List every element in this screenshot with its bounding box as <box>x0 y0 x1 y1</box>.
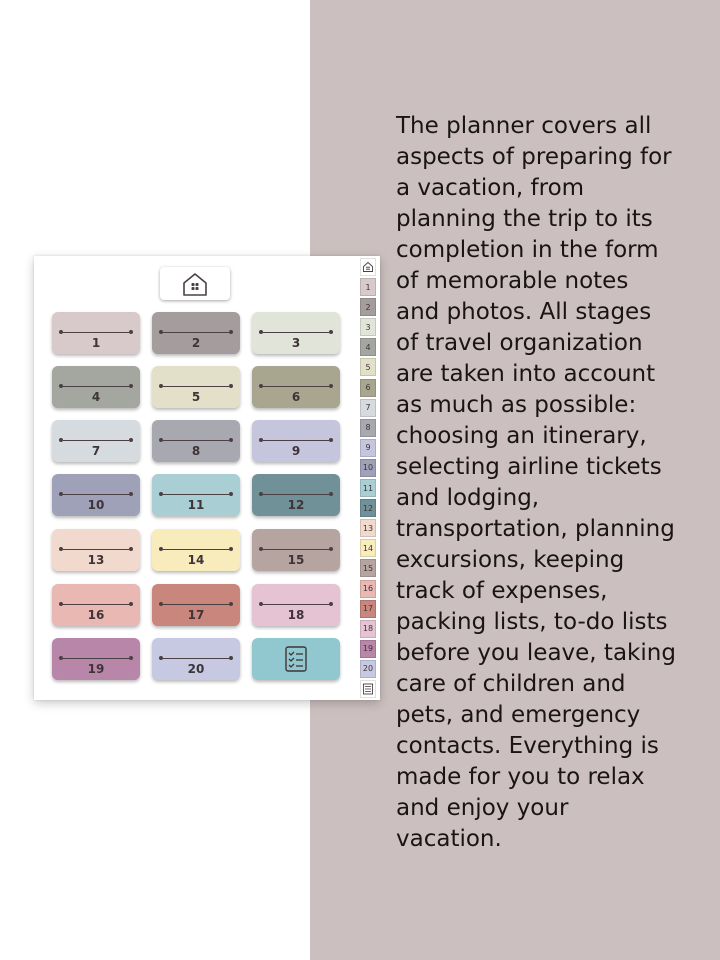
section-tile[interactable] <box>152 584 240 626</box>
side-tab[interactable]: 17 <box>360 600 376 618</box>
side-tab[interactable]: 11 <box>360 479 376 497</box>
section-tile[interactable] <box>52 474 140 516</box>
section-tile[interactable] <box>52 420 140 462</box>
tile-number: 4 <box>91 390 101 404</box>
tile-divider-line <box>263 332 329 333</box>
planner-preview <box>34 256 380 700</box>
home-icon <box>362 261 374 273</box>
description-text: The planner covers all aspects of preparing for a vacation, from planning the trip to its completion in the form of memorable notes and photos. All stages of travel organization are taken into account as much as possible: choosing an itinerary, selecting airline tickets and lodging, transportation, planning excursions, keeping track of expenses, packing lists, to-do lists before you leave, taking care of children and pets, and emergency contacts. Everything is made for you to relax and enjoy your vacation. <box>396 113 676 852</box>
side-tab[interactable]: 18 <box>360 620 376 638</box>
tile-divider-line <box>63 332 129 333</box>
tile-number: 10 <box>87 498 105 512</box>
tile-number: 1 <box>91 336 101 350</box>
tile-divider-line <box>63 494 129 495</box>
tile-number: 9 <box>291 444 301 458</box>
home-icon <box>181 271 209 297</box>
tile-divider-line <box>163 658 229 659</box>
section-tile[interactable] <box>152 420 240 462</box>
checklist-icon <box>283 645 309 673</box>
side-tab[interactable]: 4 <box>360 338 376 356</box>
side-tab[interactable]: 19 <box>360 640 376 658</box>
tile-divider-line <box>263 386 329 387</box>
side-tab[interactable]: 13 <box>360 519 376 537</box>
tile-divider-line <box>163 494 229 495</box>
tile-divider-line <box>263 494 329 495</box>
tile-number: 11 <box>187 498 205 512</box>
tab-home[interactable] <box>360 258 376 276</box>
section-tile[interactable] <box>252 420 340 462</box>
tile-number: 20 <box>187 662 205 676</box>
tile-number: 8 <box>191 444 201 458</box>
tile-divider-line <box>63 386 129 387</box>
tile-number: 3 <box>291 336 301 350</box>
home-button[interactable] <box>160 267 230 300</box>
section-tile[interactable] <box>152 474 240 516</box>
section-tile[interactable] <box>52 584 140 626</box>
tile-number: 6 <box>291 390 301 404</box>
side-tab[interactable]: 12 <box>360 499 376 517</box>
side-tab[interactable]: 15 <box>360 559 376 577</box>
side-tab[interactable]: 8 <box>360 419 376 437</box>
tile-number: 19 <box>87 662 105 676</box>
list-icon <box>362 683 374 695</box>
section-tile[interactable] <box>52 638 140 680</box>
side-tab[interactable]: 20 <box>360 660 376 678</box>
side-tab[interactable]: 14 <box>360 539 376 557</box>
tile-divider-line <box>63 549 129 550</box>
tile-number: 5 <box>191 390 201 404</box>
tile-divider-line <box>263 440 329 441</box>
section-tile[interactable] <box>252 366 340 408</box>
tile-number: 14 <box>187 553 205 567</box>
tile-divider-line <box>163 332 229 333</box>
side-tab[interactable]: 16 <box>360 580 376 598</box>
tile-number: 15 <box>287 553 305 567</box>
side-tab[interactable]: 9 <box>360 439 376 457</box>
section-tile[interactable] <box>152 312 240 354</box>
tab-list[interactable] <box>360 680 376 698</box>
tile-number: 12 <box>287 498 305 512</box>
section-tile[interactable] <box>252 529 340 571</box>
tile-divider-line <box>63 440 129 441</box>
tile-divider-line <box>63 658 129 659</box>
tile-divider-line <box>263 604 329 605</box>
tile-divider-line <box>163 604 229 605</box>
side-tab[interactable]: 7 <box>360 399 376 417</box>
tile-divider-line <box>163 440 229 441</box>
tile-number: 16 <box>87 608 105 622</box>
side-tab[interactable]: 1 <box>360 278 376 296</box>
section-tile[interactable] <box>152 529 240 571</box>
tile-number: 2 <box>191 336 201 350</box>
tile-divider-line <box>63 604 129 605</box>
section-tile[interactable] <box>252 474 340 516</box>
tile-number: 18 <box>287 608 305 622</box>
section-tile[interactable] <box>252 584 340 626</box>
tile-number: 7 <box>91 444 101 458</box>
tile-divider-line <box>263 549 329 550</box>
side-tab[interactable]: 3 <box>360 318 376 336</box>
side-tab[interactable]: 10 <box>360 459 376 477</box>
tile-number: 17 <box>187 608 205 622</box>
side-tab[interactable]: 6 <box>360 379 376 397</box>
tile-divider-line <box>163 549 229 550</box>
side-tab[interactable]: 5 <box>360 358 376 376</box>
section-tile[interactable] <box>252 312 340 354</box>
tile-number: 13 <box>87 553 105 567</box>
section-tile[interactable] <box>152 366 240 408</box>
section-tile[interactable] <box>52 529 140 571</box>
side-tab[interactable]: 2 <box>360 298 376 316</box>
section-tile[interactable] <box>52 366 140 408</box>
section-tile[interactable] <box>152 638 240 680</box>
section-tile[interactable] <box>52 312 140 354</box>
tile-divider-line <box>163 386 229 387</box>
checklist-tile[interactable] <box>252 638 340 680</box>
